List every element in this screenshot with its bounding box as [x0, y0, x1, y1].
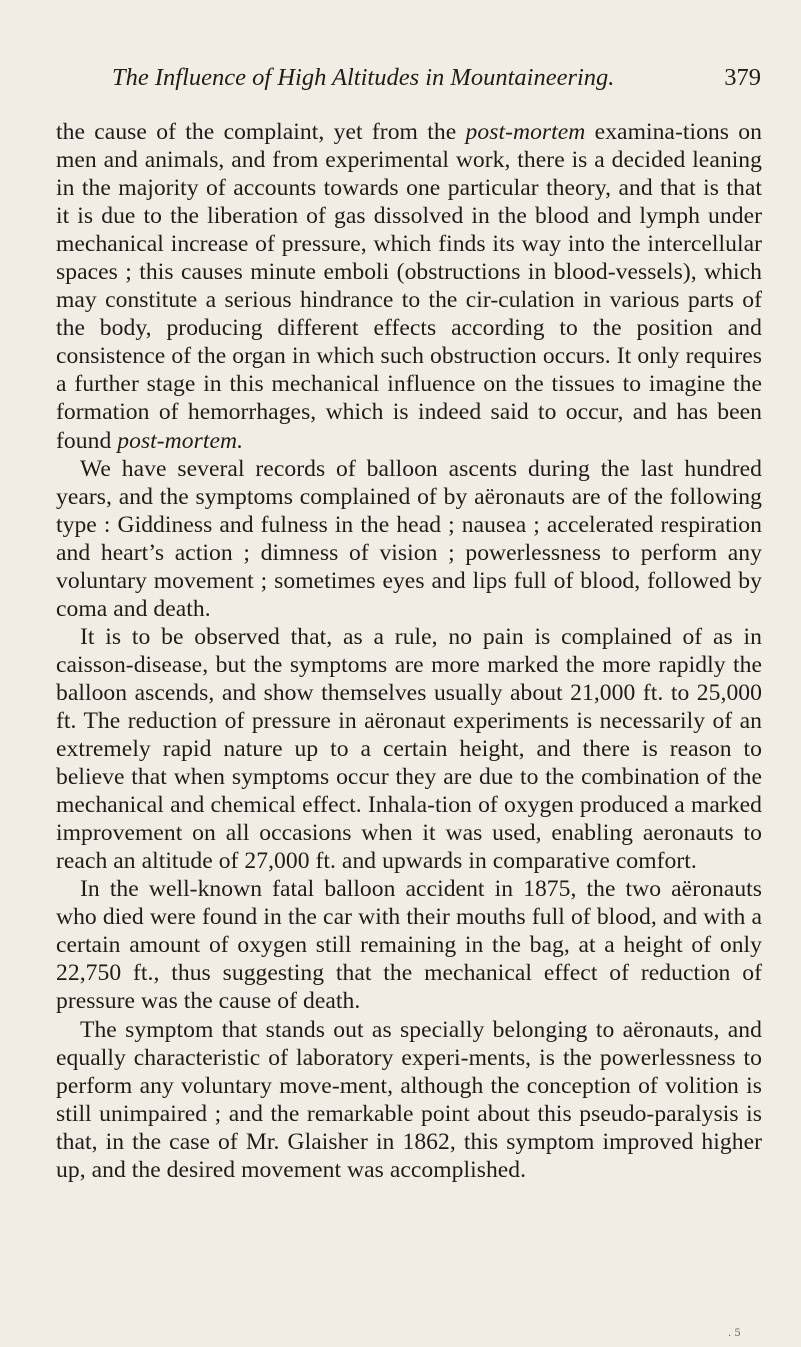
paragraph-text: examina-tions on men and animals, and from experimental work, there is a decided leaning in the majority of accounts towards one particular theory, and that is that it is due to the liberation of gas dissolved in the blood and lymph under mechanical increase of pressure, which finds its way into the intercellular spaces ; this causes minute emboli (obstructions in blood-vessels), which may constitute a serious hindrance to the cir-culation in various parts of the body, producing different effects according to the position and consistence of the organ in which such obstruction occurs. It only requires a further stage in this mechanical influence on the tissues to imagine the formation of hemorrhages, which is indeed said to occur, and has been found [56, 119, 762, 454]
paragraph [56, 118, 762, 455]
signature-mark: . 5 [728, 1328, 741, 1339]
paragraph [56, 1016, 762, 1184]
paragraph [56, 623, 762, 875]
running-title: The Influence of High Altitudes in Mountaineering. [112, 64, 615, 91]
paragraph-text: The symptom that stands out as specially belonging to aëronauts, and equally characteristic of laboratory experi-ments, is the powerlessness to perform any voluntary move-ment, although the conception of volition is still unimpaired ; and the remarkable point about this pseudo-paralysis is that, in the case of Mr. Glaisher in 1862, this symptom improved higher up, and the desired movement was accomplished. [56, 1016, 762, 1183]
page-number: 379 [724, 64, 761, 91]
italic-term: post-mortem [465, 119, 586, 145]
paragraph-text: In the well-known fatal balloon accident in 1875, the two aëronauts who died were found in the car with their mouths full of blood, and with a certain amount of oxygen still remaining in the bag, at a height of only 22,750 ft., thus suggesting that the mechanical effect of reduction of pressure was the cause of death. [56, 876, 762, 1015]
paragraph-text: It is to be observed that, as a rule, no pain is complained of as in caisson-disease, but the symptoms are more marked the more rapidly the balloon ascends, and show themselves usually about 21,000 ft. to 25,000 ft. The reduction of pressure in aëronaut experiments is necessarily of an extremely rapid nature up to a certain height, and there is reason to believe that when symptoms occur they are due to the combination of the mechanical and chemical effect. Inhala-tion of oxygen produced a marked improvement on all occasions when it was used, enabling aeronauts to reach an altitude of 27,000 ft. and upwards in comparative comfort. [56, 623, 762, 875]
paragraph-text: We have several records of balloon ascents during the last hundred years, and the symptoms complained of by aëronauts are of the following type : Giddiness and fulness in the head ; nausea ; accelerated respiration and heart’s action ; dimness of vision ; powerlessness to perform any voluntary movement ; sometimes eyes and lips full of blood, followed by coma and death. [56, 455, 762, 622]
paragraph [56, 455, 762, 623]
body-text [56, 118, 762, 1184]
paragraph-text: the cause of the complaint, yet from the [56, 119, 466, 145]
italic-term: post-mortem. [117, 427, 244, 454]
paragraph [56, 875, 762, 1015]
running-header [112, 64, 761, 94]
